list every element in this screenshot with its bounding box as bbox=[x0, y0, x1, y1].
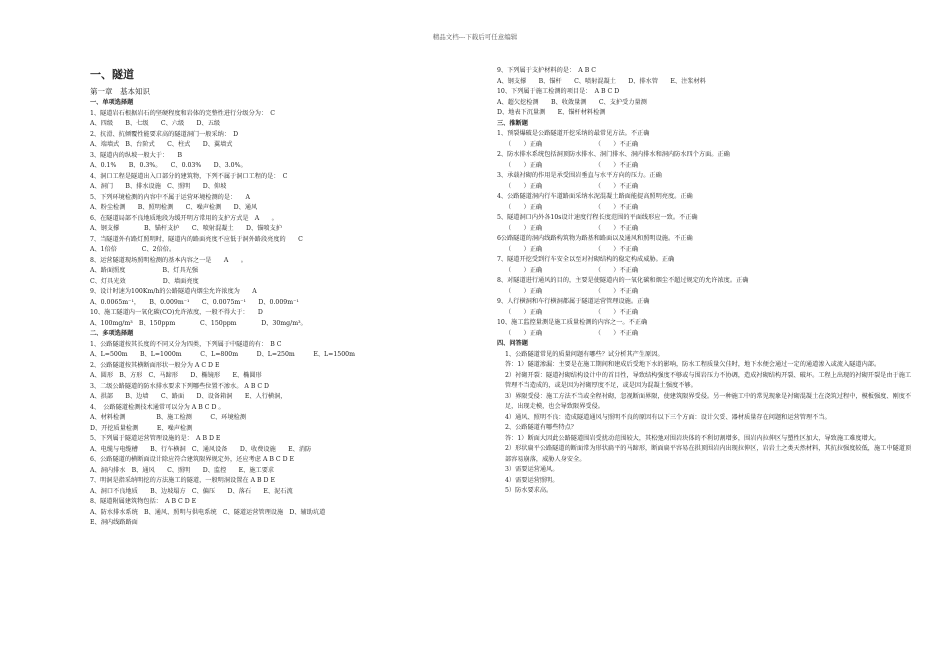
question-line: 4、洞口工程是隧道出入口部分的建筑物，下列不属于洞口工程的是： C bbox=[90, 172, 300, 180]
tf-options: （ ）正确 （ ）不正确 bbox=[505, 266, 639, 274]
qa-line: 2、公路隧道有哪些特点？ bbox=[505, 424, 577, 431]
tf-options: （ ）正确 （ ）不正确 bbox=[505, 203, 639, 211]
tf-options: （ ）正确 （ ）不正确 bbox=[505, 287, 639, 295]
qa-line: 5）防水要求高。 bbox=[505, 487, 553, 494]
question-line: A、洞门 B、排水设施 C、照明 D、仰坡 bbox=[90, 183, 227, 190]
qa-section bbox=[497, 350, 912, 497]
question-line: A、圆形 B、方形 C、马蹄形 D、椭镜形 E、椭圆形 bbox=[90, 372, 262, 379]
question-line: A、路面照度 B、灯具光强 bbox=[90, 267, 199, 274]
qa-line: 3）界限受侵：施工方法不当或全程衬砌，忽视断面界限，使建筑限界受侵。另一种施工中的常见现象是衬砌混凝土在浇筑过程中，模板强度、刚度不足，出现走模，也会导致限界受侵。 bbox=[505, 392, 912, 410]
question-line: A、0.1% B、0.3%。 C、0.03% D、3.0%。 bbox=[90, 162, 247, 169]
tf-question: 6公路隧道的洞内线路构筑物为路基和路面以及通风和照明设施。不正确 bbox=[497, 235, 693, 242]
page-header: 精品文档---下载后可任意编辑 bbox=[432, 33, 518, 41]
qa-line: 4）通风、照明不良：造成隧道通风与照明不良的原因有以下三个方面：设计欠妥、器材质量存在问题和运营管理不当。 bbox=[505, 413, 831, 421]
question-line: 6、公路隧道的横断面设计除应符合建筑限界规定外，还应考虑 A B C D E bbox=[90, 456, 295, 463]
question-line: 8、隧道附属建筑物包括： A B C D E bbox=[90, 498, 197, 505]
qa-heading: 四、问答题 bbox=[497, 340, 528, 347]
question-line: D、地表下沉量测 E、锚杆材料检测 bbox=[497, 109, 606, 116]
tf-options: （ ）正确 （ ）不正确 bbox=[505, 140, 639, 148]
question-line: A、端墙式 B、台阶式 C、柱式 D、翼墙式 bbox=[90, 141, 233, 148]
section-heading: 一、单项选择题 bbox=[90, 99, 134, 106]
tf-question: 5、隧道洞口内外各10s设计速度行程长度范围的平面线形应一致。不正确 bbox=[497, 214, 698, 221]
tf-question: 3、承载衬砌的作用是承受围岩垂直与水平方向的压力。正确 bbox=[497, 172, 662, 179]
tf-heading: 三、推断题 bbox=[497, 119, 528, 127]
question-line: 9、下列属于支护材料的是： A B C bbox=[497, 67, 603, 74]
question-line: 6、在隧道局部不良地质地段为缓开明方常用的支护方式是 A 。 bbox=[90, 214, 278, 222]
right-column bbox=[497, 66, 912, 497]
question-line: A、1倍倍 C、2倍倍。 bbox=[90, 246, 176, 253]
qa-line: 4）需要运营照明。 bbox=[505, 476, 559, 484]
qa-line: 2）形状扁平公路隧道的断面常为形状扁平的马蹄形，断面扁平容易在拱顶围岩内出现拉伸区，岩岩土之类天然材料，其抗拉强度较低，施工中隧道顶部容易崩落，威胁人身安全。 bbox=[505, 445, 912, 463]
question-line: A、100mg/m³ B、150ppm C、150ppm D、30mg/m³。 bbox=[90, 319, 307, 327]
question-line: A、超欠挖检测 B、收敛量测 C、支护受力量测 bbox=[497, 98, 647, 106]
question-line: 9、设计时速为100Km/h的公路隧道内烟尘允许浓度为 A bbox=[90, 288, 257, 295]
tf-question: 7、隧道开挖受到行车安全以至对衬砌结构的稳定构成威胁。正确 bbox=[497, 256, 675, 263]
left-column bbox=[90, 66, 480, 529]
qa-line: 3）需要运营通风。 bbox=[505, 466, 559, 473]
question-line: 4、 公路隧道检测技术通常可以分为 A B C D 。 bbox=[90, 403, 225, 411]
question-line: A、钢支撑 B、锚杆 C、喷射混凝土 D、排水管 E、注浆材料 bbox=[497, 77, 706, 85]
question-line: D、开挖质量检测 E、噪声检测 bbox=[90, 424, 193, 432]
tf-question: 4、公路隧道洞内行车道路面采纳水泥混凝土路面能提高照明亮度。正确 bbox=[497, 193, 693, 200]
multi-choice-continued bbox=[497, 66, 912, 119]
question-line: E、洞内线路路面 bbox=[90, 519, 138, 526]
qa-line: 答：1）断面大因此公路隧道围岩受扰动范围较大，其松弛对围岩块体的不利切割增多，围岩内拉伸区与塑性区加大，导致施工难度增大。 bbox=[505, 434, 881, 442]
question-line: A、材料检测 B、施工检测 C、环境检测 bbox=[90, 414, 247, 421]
question-line: 3、二级公路隧道的防水排水要求下列哪些位置不渗水。 A B C D bbox=[90, 382, 270, 390]
question-line: 1、隧道岩石根据岩石的坚硬程度和岩体的完整性进行分级分为： C bbox=[90, 109, 288, 117]
tf-options: （ ）正确 （ ）不正确 bbox=[505, 161, 639, 169]
question-line: 5、下列属于隧道运营管理设施的是： A B D E bbox=[90, 435, 221, 442]
question-line: A、钢支撑 B、锚杆支护 C、喷射混凝土 D、锚喷支护 bbox=[90, 225, 282, 232]
question-line: A、拱部 B、边墙 C、路面 D、设备箱洞 E、人行横洞， bbox=[90, 393, 287, 400]
tf-question: 1、预裂爆破是公路隧道开挖采纳的最常见方法。不正确 bbox=[497, 130, 650, 137]
tf-options: （ ）正确 （ ）不正确 bbox=[505, 245, 639, 253]
tf-question: 10、施工监控量测是施工质量检测的内容之一。不正确 bbox=[497, 319, 648, 326]
tf-question: 2、防水排水系统包括洞顶防水排水、洞门排水、洞内排水和洞内防水四个方面。正确 bbox=[497, 151, 730, 158]
qa-line: 1、公路隧道常见的质量问题有哪些？试分析其产生原因。 bbox=[505, 350, 664, 358]
question-line: 7、明洞是指采纳明挖的方法施工的隧道，一般明洞设置在 A B D E bbox=[90, 477, 275, 484]
question-line: 5、下列环境检测的内容中不属于运营环境检测的是： A bbox=[90, 193, 263, 201]
question-line: A、0.0065m⁻¹， B、0.009m⁻¹ C、0.0075m⁻¹ D、0.009m⁻¹ bbox=[90, 298, 299, 306]
question-line: A、洞口不良地质 B、边坡塌方 C、偏压 D、落石 E、泥石流 bbox=[90, 487, 293, 495]
section-heading: 二、多项选择题 bbox=[90, 330, 134, 337]
question-line: 8、运营隧道现场照明检测的基本内容之一是 A 。 bbox=[90, 256, 247, 264]
question-line: 7、当隧道外有路灯照明时，隧道内的路面亮度不应低于洞外路段亮度的 C bbox=[90, 235, 303, 243]
chapter-heading: 第一章 基本知识 bbox=[90, 87, 150, 96]
tf-options: （ ）正确 （ ）不正确 bbox=[505, 329, 639, 337]
question-line: A、防水排水系统 B、通风、照明与供电系统 C、隧道运营管理设施 D、辅助坑道 bbox=[90, 508, 326, 516]
question-line: 1、公路隧道按其长度的不同又分为四类，下列属于中隧道的有： B C bbox=[90, 340, 288, 348]
question-line: A、L=500m B、L=1000m C、L=800m D、L=250m E、L=1500m bbox=[90, 351, 355, 358]
tf-question: 9、人行横洞和车行横洞都属于隧道运营管理设施。正确 bbox=[497, 298, 650, 305]
question-line: 3、隧道内的纵坡一般大于： B bbox=[90, 151, 195, 159]
question-line: A、洞内排水 B、通风 C、照明 D、监控 E、施工要求 bbox=[90, 466, 275, 474]
true-false-section bbox=[497, 129, 912, 339]
doc-title: 一、隧道 bbox=[90, 68, 134, 81]
tf-question: 8、对隧道进行通风的目的，主要是使隧道内的一氧化碳和烟尘不超过规定的允许浓度。正确 bbox=[497, 277, 749, 284]
qa-line: 2）衬砌开裂：隧道衬砌结构设计中的首目性，导致结构强度不够或与围岩压力不协调，造成衬砌结构开裂、破坏。工程上出现的衬砌开裂是由于施工管理不当造成的，或是因为衬砌厚度不足，或是因为混凝土强度不够。 bbox=[505, 371, 912, 389]
question-line: C、灯具光效 D、墙面亮度 bbox=[90, 277, 199, 285]
question-line: A、粉尘检测 B、照明检测 C、噪声检测 D、通风 bbox=[90, 204, 258, 211]
tf-options: （ ）正确 （ ）不正确 bbox=[505, 182, 639, 190]
question-line: 10、下列属于施工检测的项目是： A B C D bbox=[497, 88, 620, 95]
question-line: A、四级 B、七级 C、六级 D、五级 bbox=[90, 120, 221, 127]
left-sections bbox=[90, 98, 480, 529]
tf-options: （ ）正确 （ ）不正确 bbox=[505, 308, 639, 316]
question-line: 2、抗滑、抗倾覆性能要求高的隧道洞门一般采纳： D bbox=[90, 130, 251, 138]
tf-options: （ ）正确 （ ）不正确 bbox=[505, 224, 639, 232]
question-line: A、电缆与电缆槽 B、行车横洞 C、通风设备 D、收费设施 E、消防 bbox=[90, 445, 312, 453]
question-line: 2、公路隧道按其横断面形状一般分为 A C D E bbox=[90, 361, 220, 369]
question-line: 10、施工隧道内一氧化碳(CO)允许浓度，一般不得大于： D bbox=[90, 309, 276, 316]
qa-line: 答：1）隧道渗漏：主要是在施工期间和建成后受地下水的影响，防水工程质量欠佳时，地下水便会通过一定的通道渗入或流入隧道内部。 bbox=[505, 361, 881, 368]
